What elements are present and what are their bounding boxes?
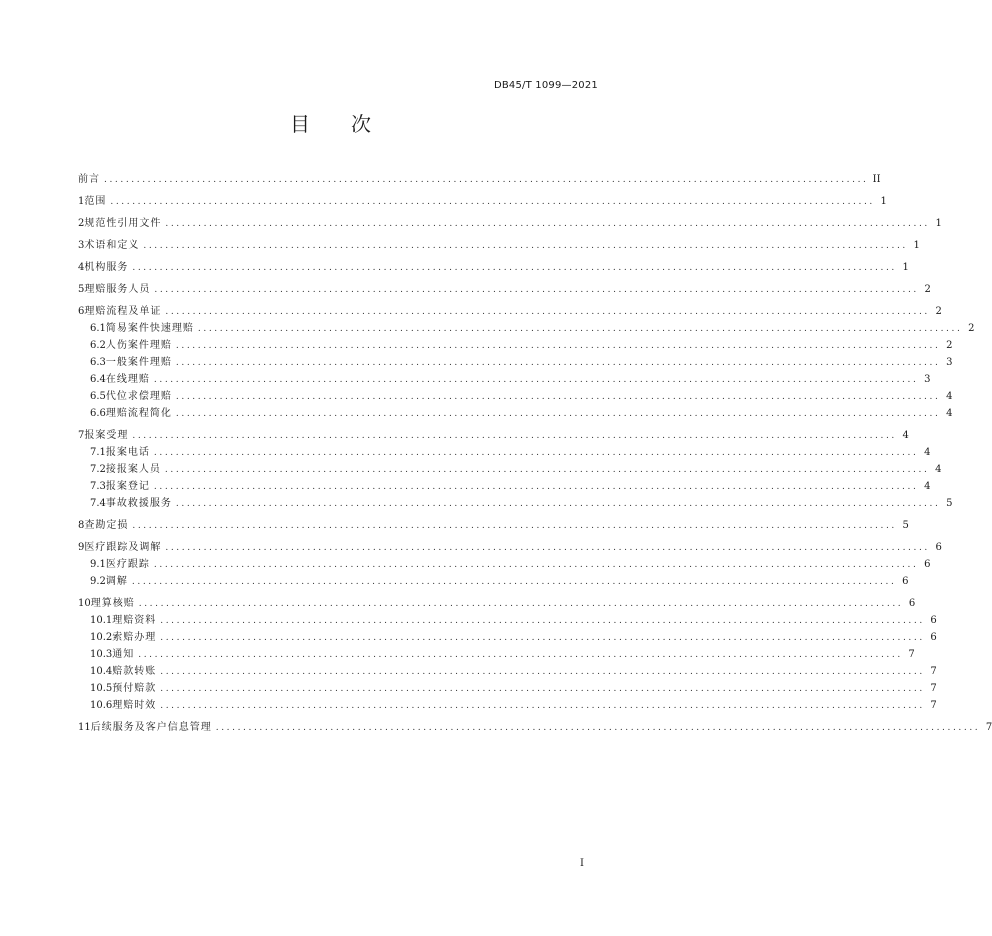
toc-entry-page: 2 [968, 323, 975, 334]
toc-dot-leader: ............................................................................................................................................ [132, 431, 897, 441]
toc-entry-label: 后续服务及客户信息管理 [90, 722, 212, 733]
toc-dot-leader: ............................................................................................................................................ [104, 175, 869, 185]
toc-entry-page: 4 [902, 430, 909, 441]
toc-entry-page: 2 [935, 306, 942, 317]
toc-entry-number: 6.4 [90, 374, 106, 385]
toc-title [0, 108, 662, 137]
toc-entry-page: 7 [985, 722, 992, 733]
toc-subentry[interactable] [78, 444, 931, 461]
toc-subentry[interactable] [78, 354, 953, 371]
toc-dot-leader: ............................................................................................................................................ [175, 409, 941, 419]
toc-entry-number: 8 [78, 520, 85, 531]
toc-entry-number: 10.3 [90, 649, 113, 660]
toc-subentry[interactable] [78, 612, 937, 629]
toc-subentry[interactable] [78, 680, 937, 697]
toc-subentry[interactable] [78, 371, 931, 388]
toc-entry-number: 9.1 [90, 559, 106, 570]
toc-dot-leader: ............................................................................................................................................ [153, 448, 919, 458]
toc-entry-number: 10.5 [90, 683, 113, 694]
toc-entry-label: 通知 [112, 649, 135, 660]
toc-dot-leader: ............................................................................................................................................ [165, 307, 930, 317]
toc-dot-leader: ............................................................................................................................................ [132, 521, 897, 531]
toc-entry-label: 报案电话 [105, 447, 150, 458]
toc-entry-number: 6 [78, 306, 85, 317]
toc-entry[interactable] [78, 595, 916, 612]
toc-entry-page: 6 [930, 632, 937, 643]
toc-entry-label: 报案受理 [84, 430, 129, 441]
toc-entry-page: 7 [930, 683, 937, 694]
toc-entry-page: 4 [935, 464, 942, 475]
toc-dot-leader: ............................................................................................................................................ [131, 577, 897, 587]
toc-entry-number: 7.3 [90, 481, 106, 492]
toc-entry-page: 5 [946, 498, 953, 509]
toc-dot-leader: ............................................................................................................................................ [175, 358, 941, 368]
toc-entry-number: 10.6 [90, 700, 113, 711]
toc-entry-label: 术语和定义 [84, 240, 140, 251]
toc-entry-page: 4 [946, 408, 953, 419]
toc-entry-number: 6.2 [90, 340, 106, 351]
toc-entry-page: 6 [930, 615, 937, 626]
toc-dot-leader: ............................................................................................................................................ [165, 543, 930, 553]
toc-entry-page: 5 [902, 520, 909, 531]
toc-entry[interactable] [78, 171, 881, 188]
toc-subentry[interactable] [78, 573, 909, 590]
toc-entry-page: 4 [924, 447, 931, 458]
toc-dot-leader: ............................................................................................................................................ [153, 482, 919, 492]
toc-dot-leader: ............................................................................................................................................ [110, 197, 875, 207]
toc-entry-number: 2 [78, 218, 85, 229]
toc-dot-leader: ............................................................................................................................................ [175, 341, 941, 351]
toc-entry-label: 规范性引用文件 [84, 218, 162, 229]
toc-entry-label: 人伤案件理赔 [105, 340, 172, 351]
toc-entry[interactable] [78, 517, 909, 534]
toc-subentry[interactable] [78, 697, 937, 714]
toc-entry-label: 范围 [84, 196, 107, 207]
toc-dot-leader: ............................................................................................................................................ [175, 499, 941, 509]
toc-subentry[interactable] [78, 478, 931, 495]
toc-dot-leader: ............................................................................................................................................ [175, 392, 941, 402]
toc-entry-label: 索赔办理 [112, 632, 157, 643]
document-id: DB45/T 1099—2021 [493, 80, 598, 91]
toc-entry-label: 理算核赔 [90, 598, 135, 609]
toc-entry[interactable] [78, 237, 920, 254]
toc-entry-number: 5 [78, 284, 85, 295]
toc-entry-page: 1 [880, 196, 887, 207]
toc-dot-leader: ............................................................................................................................................ [153, 560, 919, 570]
toc-dot-leader: ............................................................................................................................................ [160, 684, 925, 694]
toc-entry-label: 在线理赔 [105, 374, 150, 385]
toc-entry-number: 7.4 [90, 498, 106, 509]
toc-entry-number: 6.3 [90, 357, 106, 368]
toc-dot-leader: ............................................................................................................................................ [164, 465, 930, 475]
toc-entry-number: 6.6 [90, 408, 106, 419]
toc-title-part2: 次 [351, 112, 372, 136]
toc-dot-leader: ............................................................................................................................................ [165, 219, 930, 229]
toc-subentry[interactable] [78, 646, 915, 663]
toc-entry-label: 医疗跟踪及调解 [84, 542, 162, 553]
toc-dot-leader: ............................................................................................................................................ [138, 650, 903, 660]
toc-title-part1: 目 [290, 112, 311, 136]
toc-subentry[interactable] [78, 629, 937, 646]
toc-entry-label: 事故救援服务 [105, 498, 172, 509]
toc-entry-label: 机构服务 [84, 262, 129, 273]
toc-entry-label: 理赔流程简化 [105, 408, 172, 419]
toc-entry-label: 接报案人员 [105, 464, 161, 475]
toc-entry-page: 7 [908, 649, 915, 660]
toc-entry-label: 理赔流程及单证 [84, 306, 162, 317]
toc-entry-page: 6 [908, 598, 916, 609]
toc-entry-page: 6 [935, 542, 942, 553]
toc-entry-label: 赔款转账 [112, 666, 157, 677]
toc-entry-page: 6 [924, 559, 931, 570]
toc-entry[interactable] [78, 539, 942, 556]
toc-entry-page: 4 [924, 481, 931, 492]
toc-entry[interactable] [78, 281, 931, 298]
toc-entry-label: 调解 [105, 576, 128, 587]
toc-entry[interactable] [78, 193, 887, 210]
toc-entry-label: 简易案件快速理赔 [105, 323, 194, 334]
toc-entry-page: 7 [930, 666, 937, 677]
toc-entry-number: 7.2 [90, 464, 106, 475]
toc-entry-number: 10 [78, 598, 91, 609]
toc-entry-page: 2 [924, 284, 931, 295]
toc-entry-number: 3 [78, 240, 85, 251]
toc-dot-leader: ............................................................................................................................................ [138, 599, 904, 609]
toc-subentry[interactable] [78, 320, 975, 337]
toc-dot-leader: ............................................................................................................................................ [143, 241, 908, 251]
toc-entry-number: 9 [78, 542, 85, 553]
toc-dot-leader: ............................................................................................................................................ [153, 375, 919, 385]
toc-entry-label: 代位求偿理赔 [105, 391, 172, 402]
toc-entry-number: 6.1 [90, 323, 106, 334]
toc-entry-number: 6.5 [90, 391, 106, 402]
toc-dot-leader: ............................................................................................................................................ [160, 667, 925, 677]
toc-subentry[interactable] [78, 556, 931, 573]
toc-entry-label: 查勘定损 [84, 520, 129, 531]
toc-dot-leader: ............................................................................................................................................ [160, 633, 925, 643]
toc-entry-label: 理赔资料 [112, 615, 157, 626]
toc-entry-number: 10.4 [90, 666, 113, 677]
toc-entry-page: II [872, 174, 881, 185]
toc-entry-label: 预付赔款 [112, 683, 157, 694]
toc-entry-number: 11 [78, 722, 91, 733]
toc-entry[interactable] [78, 259, 909, 276]
toc-entry-page: 1 [902, 262, 909, 273]
toc-dot-leader: ............................................................................................................................................ [160, 701, 925, 711]
toc-entry-label: 一般案件理赔 [105, 357, 172, 368]
toc-entry-label: 理赔时效 [112, 700, 157, 711]
toc-entry-number: 7.1 [90, 447, 106, 458]
toc-entry-label: 医疗跟踪 [105, 559, 150, 570]
toc-entry-label: 报案登记 [105, 481, 150, 492]
toc-entry-page: 1 [935, 218, 942, 229]
toc-subentry[interactable] [78, 461, 942, 478]
toc-dot-leader: ............................................................................................................................................ [132, 263, 897, 273]
toc-dot-leader: ............................................................................................................................................ [160, 616, 925, 626]
toc-subentry[interactable] [78, 388, 953, 405]
page-number: I [580, 858, 584, 869]
toc-entry-page: 2 [946, 340, 953, 351]
toc-entry-page: 4 [946, 391, 953, 402]
toc-entry-number: 10.2 [90, 632, 113, 643]
toc-entry-label: 前言 [78, 174, 100, 185]
toc-entry-page: 6 [902, 576, 909, 587]
toc-entry-number: 4 [78, 262, 85, 273]
toc-subentry[interactable] [78, 495, 953, 512]
table-of-contents [78, 171, 992, 736]
toc-entry-number: 9.2 [90, 576, 106, 587]
toc-subentry[interactable] [78, 405, 953, 422]
toc-entry[interactable] [78, 719, 992, 736]
toc-entry-label: 理赔服务人员 [84, 284, 151, 295]
toc-dot-leader: ............................................................................................................................................ [154, 285, 919, 295]
toc-entry-page: 3 [924, 374, 931, 385]
toc-dot-leader: ............................................................................................................................................ [215, 723, 981, 733]
toc-entry-page: 1 [913, 240, 920, 251]
toc-entry-number: 10.1 [90, 615, 113, 626]
toc-entry-number: 1 [78, 196, 85, 207]
toc-dot-leader: ............................................................................................................................................ [197, 324, 963, 334]
toc-subentry[interactable] [78, 663, 937, 680]
toc-entry[interactable] [78, 215, 942, 232]
toc-subentry[interactable] [78, 337, 953, 354]
toc-entry-number: 7 [78, 430, 85, 441]
toc-entry[interactable] [78, 303, 942, 320]
toc-entry[interactable] [78, 427, 909, 444]
toc-entry-page: 7 [930, 700, 937, 711]
toc-entry-page: 3 [946, 357, 953, 368]
